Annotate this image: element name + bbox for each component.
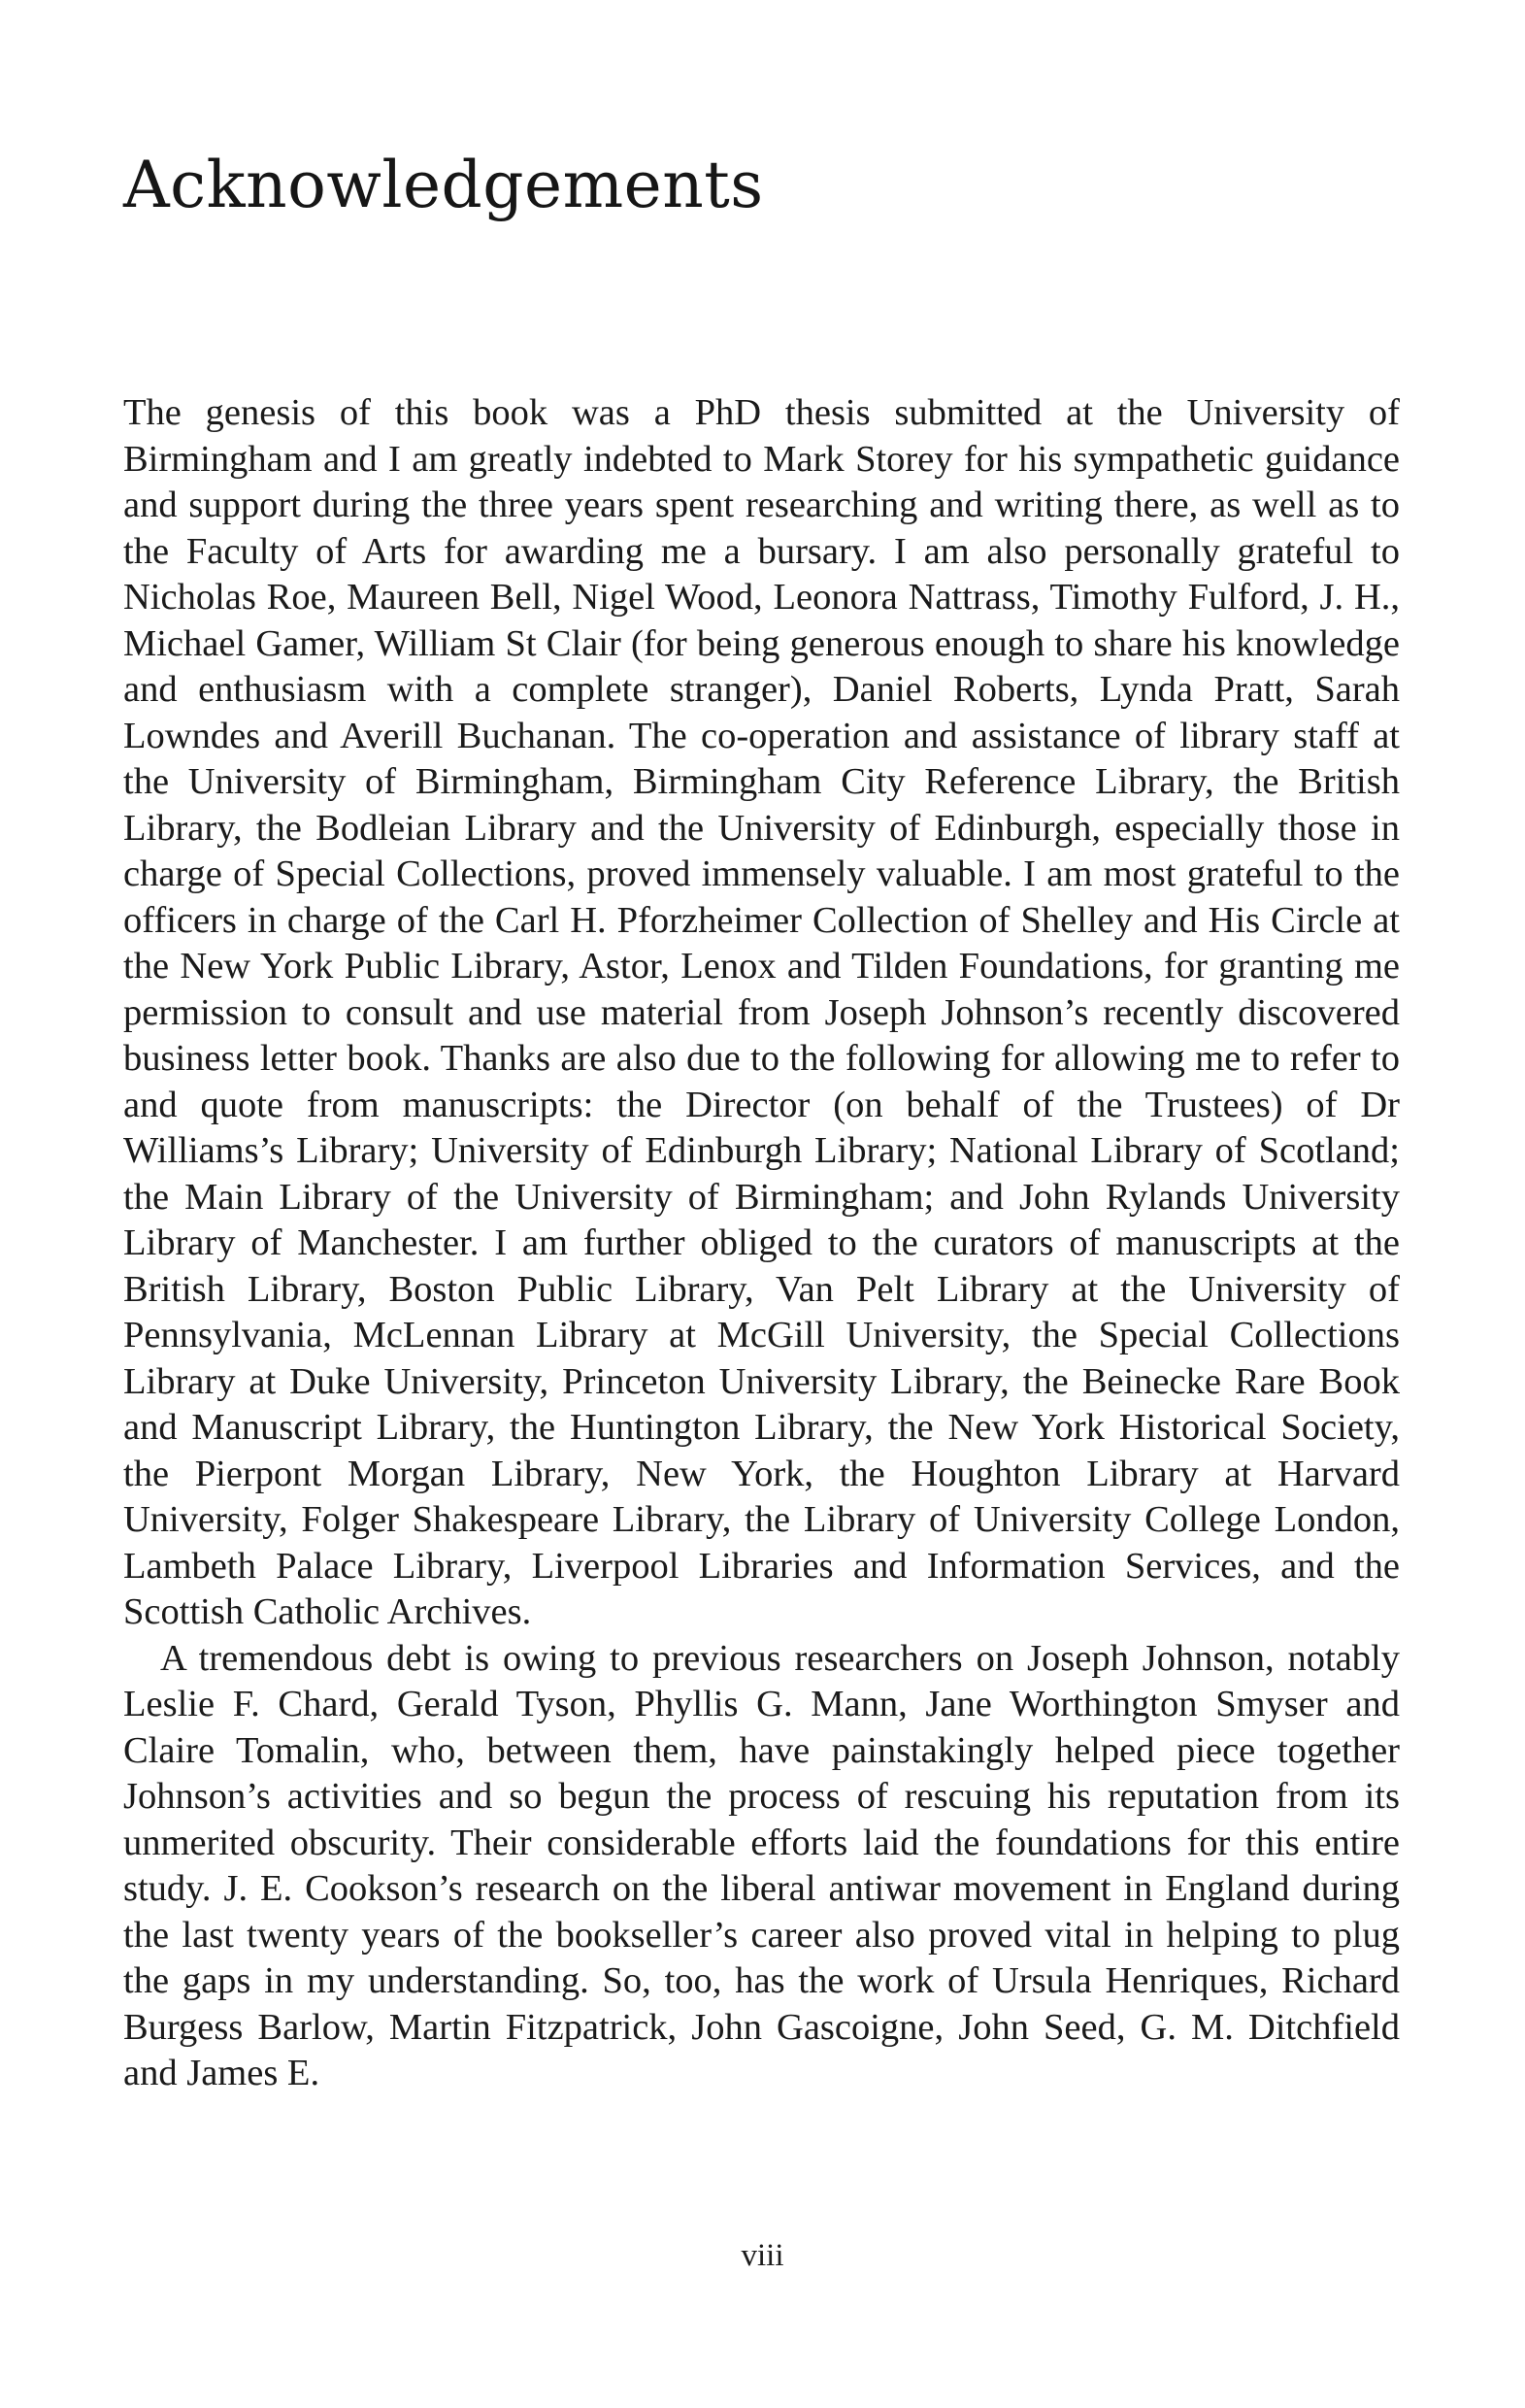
- page-title: Acknowledgements: [123, 148, 764, 222]
- paragraph-first: The genesis of this book was a PhD thesis submitted at the University of Birmingham and I am greatly indebted to Mark Storey for his sympathetic guidance and support during the three years spent researching and writing there, as well as to the Faculty of Arts for awarding me a bursary. I am also personally grateful to Nicholas Roe, Maureen Bell, Nigel Wood, Leonora Nattrass, Timothy Fulford, J. H., Michael Gamer, William St Clair (for being generous enough to share his knowledge and enthusiasm with a complete stranger), Daniel Roberts, Lynda Pratt, Sarah Lowndes and Averill Buchanan. The co-operation and assistance of library staff at the University of Birmingham, Birmingham City Reference Library, the British Library, the Bodleian Library and the University of Edinburgh, especially those in charge of Special Collections, proved immensely valuable. I am most grateful to the officers in charge of the Carl H. Pforzheimer Collection of Shelley and His Circle at the New York Public Library, Astor, Lenox and Tilden Foundations, for granting me permission to consult and use material from Joseph Johnson’s recently discovered business letter book. Thanks are also due to the following for allowing me to refer to and quote from manuscripts: the Director (on behalf of the Trustees) of Dr Williams’s Library; University of Edinburgh Library; National Library of Scotland; the Main Library of the University of Birmingham; and John Rylands University Library of Manchester. I am further obliged to the curators of manuscripts at the British Library, Boston Public Library, Van Pelt Library at the University of Pennsylvania, McLennan Library at McGill University, the Special Collections Library at Duke University, Princeton University Library, the Beinecke Rare Book and Manuscript Library, the Huntington Library, the New York Historical Society, the Pierpont Morgan Library, New York, the Houghton Library at Harvard University, Folger Shakespeare Library, the Library of University College London, Lambeth Palace Library, Liverpool Libraries and Information Services, and the Scottish Catholic Archives.: [123, 392, 1400, 1632]
- paragraph-second: A tremendous debt is owing to previous researchers on Joseph Johnson, notably Leslie F. Chard, Gerald Tyson, Phyllis G. Mann, Jane Worthington Smyser and Claire Tomalin, who, between them, have painstakingly helped piece together Johnson’s activities and so begun the process of rescuing his reputation from its unmerited obscurity. Their considerable efforts laid the foundations for this entire study. J. E. Cookson’s research on the liberal antiwar movement in England during the last twenty years of the bookseller’s career also proved vital in helping to plug the gaps in my understanding. So, too, has the work of Ursula Henriques, Richard Burgess Barlow, Martin Fitzpatrick, John Gascoigne, John Seed, G. M. Ditchfield and James E.: [123, 1637, 1400, 2093]
- page-number: viii: [741, 2238, 784, 2273]
- body-text: [123, 390, 1400, 2097]
